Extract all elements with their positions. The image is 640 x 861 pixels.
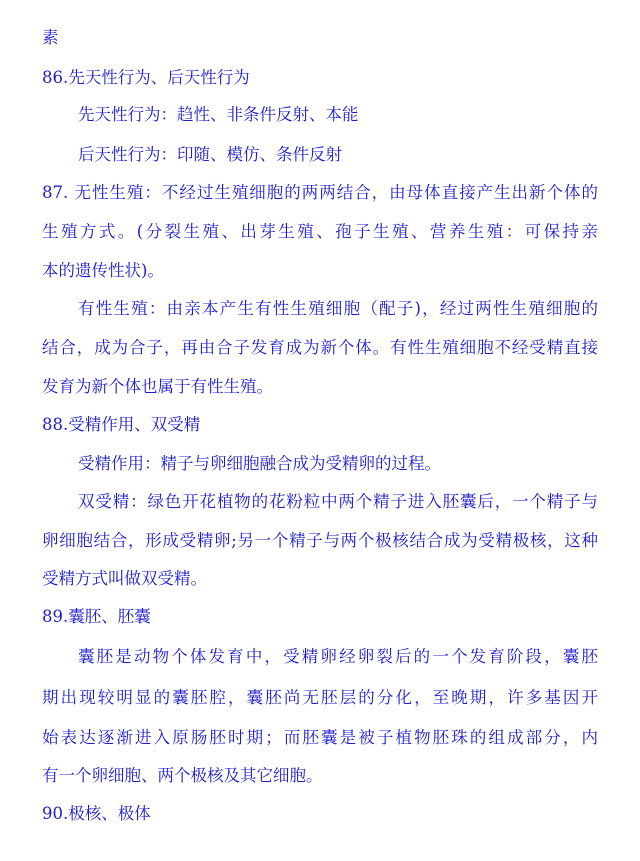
text-line: 受精方式叫做双受精。 — [42, 569, 207, 588]
text-line: 本的遗传性状)。 — [42, 261, 164, 280]
text-line: 期出现较明显的囊胚腔，囊胚尚无胚层的分化，至晚期，许多基因开 — [42, 688, 598, 707]
text-line: 87. 无性生殖：不经过生殖细胞的两两结合，由母体直接产生出新个体的 — [42, 183, 598, 202]
text-line: 先天性行为：趋性、非条件反射、本能 — [78, 105, 359, 124]
text-line: 有性生殖：由亲本产生有性生殖细胞（配子)，经过两性生殖细胞的 — [78, 299, 598, 318]
text-line: 受精作用：精子与卵细胞融合成为受精卵的过程。 — [78, 454, 441, 473]
text-line: 后天性行为：印随、模仿、条件反射 — [78, 145, 342, 164]
section-heading: 89.囊胚、胚囊 — [42, 607, 151, 626]
text-line: 囊胚是动物个体发育中，受精卵经卵裂后的一个发育阶段，囊胚 — [78, 647, 598, 666]
section-heading: 88.受精作用、双受精 — [42, 415, 201, 434]
text-line: 素 — [42, 28, 59, 47]
text-line: 有一个卵细胞、两个极核及其它细胞。 — [42, 766, 323, 785]
text-line: 始表达逐渐进入原肠胚时期；而胚囊是被子植物胚珠的组成部分，内 — [42, 728, 598, 747]
text-line: 双受精：绿色开花植物的花粉粒中两个精子进入胚囊后，一个精子与 — [78, 492, 598, 511]
section-heading: 90.极核、极体 — [42, 804, 151, 823]
text-line: 生殖方式。(分裂生殖、出芽生殖、孢子生殖、营养生殖：可保持亲 — [42, 222, 598, 241]
text-line: 卵细胞结合，形成受精卵;另一个精子与两个极核结合成为受精极核，这种 — [42, 531, 598, 550]
section-heading: 86.先天性行为、后天性行为 — [42, 68, 250, 87]
text-line: 结合，成为合子，再由合子发育成为新个体。有性生殖细胞不经受精直接 — [42, 338, 598, 357]
text-line: 发育为新个体也属于有性生殖。 — [42, 377, 273, 396]
